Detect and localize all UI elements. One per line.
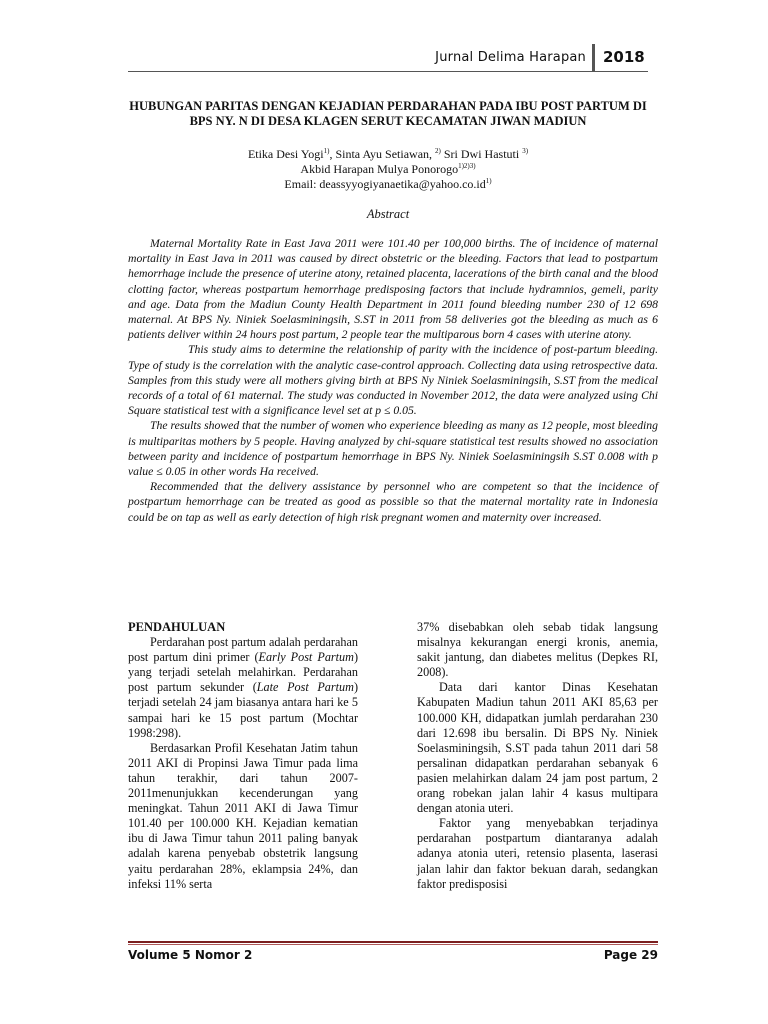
footer-page-number: Page 29 <box>603 948 658 962</box>
affiliation-text: Akbid Harapan Mulya Ponorogo <box>300 162 459 176</box>
body-paragraph-3: 37% disebabkan oleh sebab tidak langsung misalnya kekurangan energi kronis, anemia, sakit jantung, dan diabetes melitus (Depkes RI, 2008). <box>417 620 658 680</box>
body-paragraph-1 <box>128 635 358 741</box>
abstract-body <box>128 236 658 525</box>
section-heading: PENDAHULUAN <box>128 620 226 634</box>
author-1: Etika Desi Yogi <box>247 147 324 161</box>
journal-name: Jurnal Delima Harapan <box>435 50 586 65</box>
journal-year: 2018 <box>603 48 645 66</box>
article-title: HUBUNGAN PARITAS DENGAN KEJADIAN PERDARAHAN PADA IBU POST PARTUM DI BPS NY. N DI DESA KLAGEN SERUT KECAMATAN JIWAN MADIUN <box>129 99 647 128</box>
body-paragraph-1-text-e: ) terjadi setelah 24 jam biasanya antara hari ke 5 sampai hari ke 15 post partum (Mochtar 1998:298). <box>128 680 358 740</box>
abstract-heading: Abstract <box>366 207 410 221</box>
footer-volume: Volume 5 Nomor 2 <box>128 948 253 962</box>
abstract-paragraph-3: The results showed that the number of women who experience bleeding as many as 12 people, most bleeding is multiparitas mothers by 5 people. Having analyzed by chi-square statistical test results showed no association between parity and incidence of postpartum hemorrhage in BPS Ny. Niniek Soelasminingsih S.ST 0.008 with p value ≤ 0.05 in other words Ha received. <box>128 419 658 479</box>
affiliation-marker: 1)2)3) <box>458 162 476 170</box>
author-3: Sri Dwi Hastuti <box>440 147 523 161</box>
body-column-right <box>417 620 658 892</box>
email-text: Email: deassyyogiyanaetika@yahoo.co.id <box>284 177 486 191</box>
term-late-post-partum: Late Post Partum <box>256 680 354 695</box>
author-block <box>122 147 654 192</box>
author-1-marker: 1) <box>323 147 330 155</box>
header-rule <box>128 71 648 72</box>
author-2-marker: 2) <box>435 147 441 155</box>
body-paragraph-4: Data dari kantor Dinas Kesehatan Kabupaten Madiun tahun 2011 AKI 85,63 per 100.000 KH, didapatkan jumlah perdarahan 230 dari 12.698 ibu bersalin. Di BPS Ny. Niniek Soelasminingsih, S.ST pada tahun 2011 dari 58 persalinan didapatkan perdarahan sebanyak 6 pasien melahirkan dalam 24 jam post partum, 2 orang robekan jalan lahir 4 kasus multipara dengan atonia uteri. <box>417 680 658 816</box>
author-names <box>122 147 654 162</box>
body-paragraph-1-text-a: Perdarahan post partum adalah perdarahan post partum dini primer ( <box>128 635 358 665</box>
author-3-marker: 3) <box>522 147 529 155</box>
body-column-left <box>128 620 358 892</box>
abstract-paragraph-2: This study aims to determine the relationship of parity with the incidence of post-partum bleeding. Type of study is the correlation with the analytic case-control approach. Collecting data using retrospective data. Samples from this study were all mothers giving birth at BPS Ny Niniek Soelasminingsih, S.ST from the medical records of a total of 61 maternal. The study was conducted in November 2012, the data were analyzed using Chi Square statistical test with a significance level set at p ≤ 0.05. <box>128 343 658 418</box>
email <box>122 177 654 192</box>
abstract-paragraph-1: Maternal Mortality Rate in East Java 2011 were 101.40 per 100,000 births. The of incidence of maternal mortality in East Java in 2011 was caused by direct obstetric or the bleeding. Factors that lead to postpartum hemorrhage include the presence of uterine atony, retained placenta, lacerations of the birth canal and the blood clotting factor, whereas postpartum hemorrhage predisposing factors that include hydramnios, gemeli, parity and age. Data from the Madiun County Health Department in 2011 found bleeding number 230 of 12 698 maternal. At BPS Ny. Niniek Soelasminingsih, S.ST in 2011 from 58 deliveries got the bleeding as much as 6 patients deliver within 24 hours post partum, 2 people tear the multiparous born 4 cases with uterine atony. <box>128 237 658 342</box>
footer-rule-thin <box>128 944 658 945</box>
affiliation <box>122 162 654 177</box>
body-paragraph-1-text-c: ) yang terjadi setelah melahirkan. Perdarahan post partum sekunder ( <box>128 650 358 695</box>
abstract-paragraph-4: Recommended that the delivery assistance by personnel who are competent so that the incidence of postpartum hemorrhage can be treated as good as possible so that the maternal mortality rate in Indonesia could be on tap as well as early detection of high risk pregnant women and maternity over increased. <box>128 480 658 524</box>
footer-rule <box>128 941 658 943</box>
header-divider <box>592 44 595 72</box>
body-paragraph-2: Berdasarkan Profil Kesehatan Jatim tahun 2011 AKI di Propinsi Jawa Timur pada lima tahun terakhir, dari tahun 2007-2011menunjukkan kecenderungan yang meningkat. Tahun 2011 AKI di Jawa Timur 101.40 per 100.000 KH. Kejadian kematian ibu di Jawa Timur tahun 2011 paling banyak adalah karena penyebab obstetrik langsung yaitu perdarahan 28%, eklampsia 24%, dan infeksi 11% serta <box>128 740 358 891</box>
email-marker: 1) <box>485 177 492 185</box>
body-paragraph-5: Faktor yang menyebabkan terjadinya perdarahan postpartum diantaranya adalah adanya atonia uteri, retensio plasenta, laserasi jalan lahir dan faktor bekuan darah, sedangkan faktor predisposisi <box>417 816 658 891</box>
term-early-post-partum: Early Post Partum <box>258 650 354 665</box>
author-2: , Sinta Ayu Setiawan, <box>329 147 436 161</box>
journal-header <box>0 44 768 72</box>
